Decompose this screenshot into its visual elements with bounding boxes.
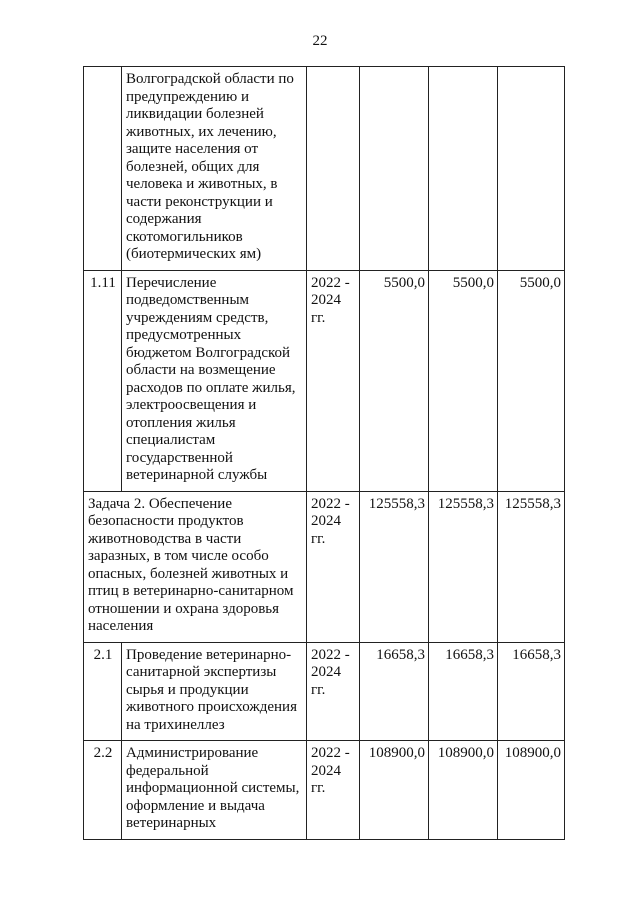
row-value-3: 108900,0 [498, 741, 565, 840]
row-value-2 [429, 67, 498, 271]
row-period: 2022 - 2024 гг. [307, 491, 360, 642]
row-description: Перечисление подведомственным учреждениям средств, предусмотренных бюджетом Волгоградской области на возмещение расходов по оплате жилья, электроосвещения и отопления жилья специалистам государственной ветеринарной службы [122, 270, 307, 491]
row-description: Проведение ветеринарно-санитарной экспертизы сырья и продукции животного происхождения на трихинеллез [122, 642, 307, 741]
row-number: 2.1 [84, 642, 122, 741]
row-number [84, 67, 122, 271]
row-description: Администрирование федеральной информационной системы, оформление и выдача ветеринарных [122, 741, 307, 840]
row-period: 2022 - 2024 гг. [307, 741, 360, 840]
row-value-1: 108900,0 [360, 741, 429, 840]
row-value-3: 5500,0 [498, 270, 565, 491]
row-value-2: 16658,3 [429, 642, 498, 741]
task-description: Задача 2. Обеспечение безопасности продуктов животноводства в части заразных, в том числе особо опасных, болезней животных и птиц в ветеринарно-санитарном отношении и охрана здоровья населения [84, 491, 307, 642]
task-row [84, 491, 565, 642]
row-period [307, 67, 360, 271]
row-value-2: 125558,3 [429, 491, 498, 642]
row-description: Волгоградской области по предупреждению и ликвидации болезней животных, их лечению, защите населения от болезней, общих для человека и животных, в части реконструкции и содержания скотомогильников (биотермических ям) [122, 67, 307, 271]
table-row [84, 642, 565, 741]
row-value-2: 108900,0 [429, 741, 498, 840]
row-value-1: 5500,0 [360, 270, 429, 491]
row-period: 2022 - 2024 гг. [307, 270, 360, 491]
row-value-1: 125558,3 [360, 491, 429, 642]
row-value-3: 16658,3 [498, 642, 565, 741]
row-value-3 [498, 67, 565, 271]
row-value-2: 5500,0 [429, 270, 498, 491]
row-value-3: 125558,3 [498, 491, 565, 642]
page-number: 22 [312, 33, 328, 49]
table-row [84, 270, 565, 491]
table-row [84, 67, 565, 271]
row-value-1: 16658,3 [360, 642, 429, 741]
row-value-1 [360, 67, 429, 271]
budget-table [83, 66, 565, 840]
row-period: 2022 - 2024 гг. [307, 642, 360, 741]
row-number: 1.11 [84, 270, 122, 491]
table-row [84, 741, 565, 840]
row-number: 2.2 [84, 741, 122, 840]
